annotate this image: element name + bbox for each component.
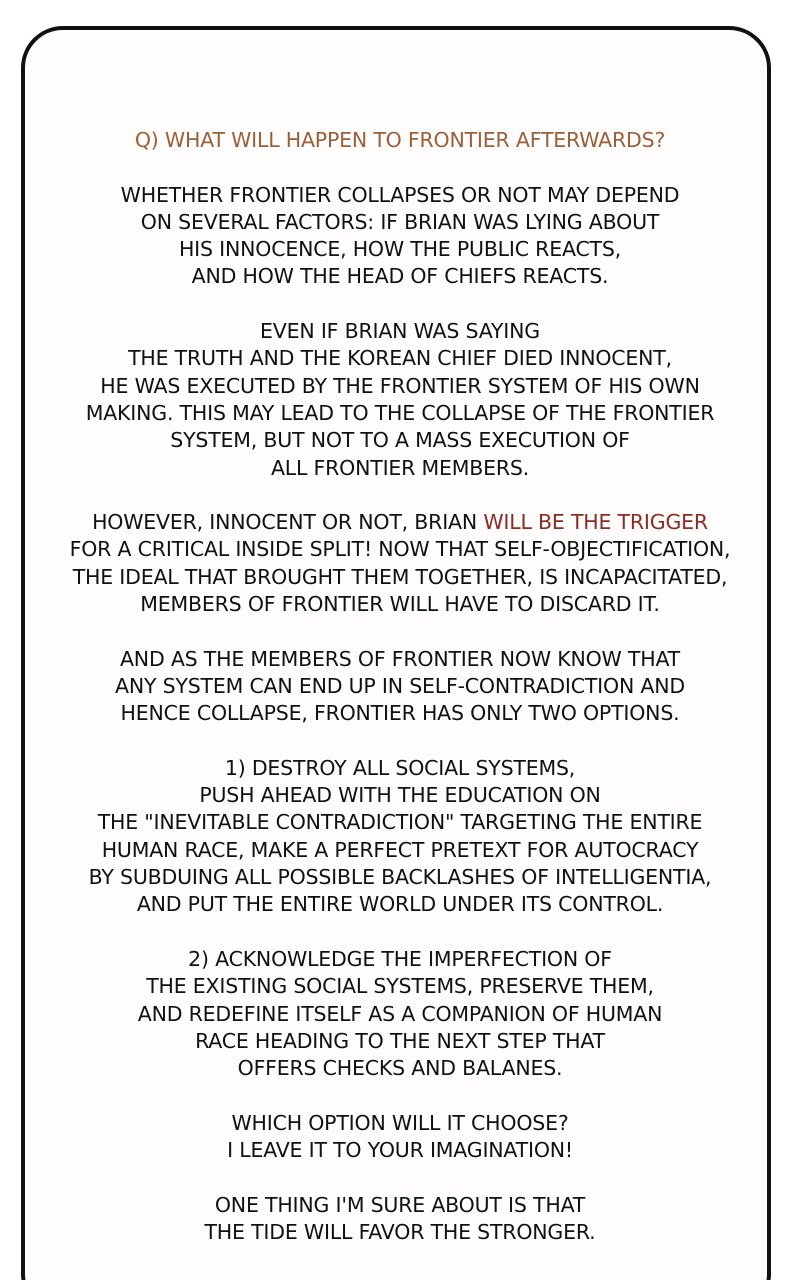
highlighted-phrase: WILL BE THE TRIGGER xyxy=(483,510,708,535)
option-1-paragraph xyxy=(0,755,800,919)
paragraph-line: WHETHER FRONTIER COLLAPSES OR NOT MAY DEPEND xyxy=(120,182,680,207)
paragraph-line: AND PUT THE ENTIRE WORLD UNDER ITS CONTROL. xyxy=(136,892,664,917)
paragraph-line: MAKING. THIS MAY LEAD TO THE COLLAPSE OF THE FRONTIER xyxy=(85,400,715,425)
paragraph-line: AND HOW THE HEAD OF CHIEFS REACTS. xyxy=(191,264,609,289)
paragraph-line: THE "INEVITABLE CONTRADICTION" TARGETING THE ENTIRE xyxy=(97,810,703,835)
paragraph-8 xyxy=(0,1192,800,1247)
paragraph-line: AND AS THE MEMBERS OF FRONTIER NOW KNOW THAT xyxy=(119,646,680,671)
paragraph-line: HIS INNOCENCE, HOW THE PUBLIC REACTS, xyxy=(178,237,622,262)
paragraph-line: OFFERS CHECKS AND BALANES. xyxy=(237,1056,563,1081)
paragraph-line: ALL FRONTIER MEMBERS. xyxy=(270,455,530,480)
paragraph-line: 1) DESTROY ALL SOCIAL SYSTEMS, xyxy=(224,755,576,780)
paragraph-2 xyxy=(0,318,800,482)
paragraph-line: MEMBERS OF FRONTIER WILL HAVE TO DISCARD IT. xyxy=(140,592,660,617)
paragraph-7 xyxy=(0,1110,800,1165)
paragraph-4 xyxy=(0,646,800,728)
paragraph-line: ONE THING I'M SURE ABOUT IS THAT xyxy=(214,1192,586,1217)
paragraph-line: RACE HEADING TO THE NEXT STEP THAT xyxy=(195,1028,605,1053)
paragraph-line: 2) ACKNOWLEDGE THE IMPERFECTION OF xyxy=(188,946,612,971)
paragraph-line: FOR A CRITICAL INSIDE SPLIT! NOW THAT SELF-OBJECTIFICATION, xyxy=(69,537,731,562)
paragraph-line: ON SEVERAL FACTORS: IF BRIAN WAS LYING ABOUT xyxy=(140,209,660,234)
paragraph-line: THE IDEAL THAT BROUGHT THEM TOGETHER, IS INCAPACITATED, xyxy=(72,564,728,589)
paragraph-line: HUMAN RACE, MAKE A PERFECT PRETEXT FOR AUTOCRACY xyxy=(101,837,699,862)
paragraph-line: I LEAVE IT TO YOUR IMAGINATION! xyxy=(227,1137,573,1162)
paragraph-line: HENCE COLLAPSE, FRONTIER HAS ONLY TWO OPTIONS. xyxy=(120,701,680,726)
paragraph-lead-text: HOWEVER, INNOCENT OR NOT, BRIAN xyxy=(92,510,484,535)
paragraph-line: AND REDEFINE ITSELF AS A COMPANION OF HUMAN xyxy=(137,1001,663,1026)
paragraph-line: THE EXISTING SOCIAL SYSTEMS, PRESERVE THEM, xyxy=(146,974,654,999)
paragraph-line-with-highlight xyxy=(0,509,800,536)
paragraph-line: THE TRUTH AND THE KOREAN CHIEF DIED INNOCENT, xyxy=(128,346,672,371)
paragraph-line: HE WAS EXECUTED BY THE FRONTIER SYSTEM OF HIS OWN xyxy=(100,373,700,398)
option-2-paragraph xyxy=(0,946,800,1082)
paragraph-line: EVEN IF BRIAN WAS SAYING xyxy=(260,319,540,344)
paragraph-line: PUSH AHEAD WITH THE EDUCATION ON xyxy=(199,783,601,808)
paragraph-line: SYSTEM, BUT NOT TO A MASS EXECUTION OF xyxy=(170,428,630,453)
paragraph-line: THE TIDE WILL FAVOR THE STRONGER. xyxy=(204,1219,596,1244)
paragraph-line: BY SUBDUING ALL POSSIBLE BACKLASHES OF INTELLIGENTIA, xyxy=(88,865,712,890)
afterword-content xyxy=(0,127,800,1273)
question-heading: Q) WHAT WILL HAPPEN TO FRONTIER AFTERWARDS? xyxy=(134,128,666,152)
paragraph-line: WHICH OPTION WILL IT CHOOSE? xyxy=(231,1110,569,1135)
paragraph-3 xyxy=(0,509,800,618)
paragraph-1 xyxy=(0,182,800,291)
paragraph-line: ANY SYSTEM CAN END UP IN SELF-CONTRADICTION AND xyxy=(115,673,685,698)
